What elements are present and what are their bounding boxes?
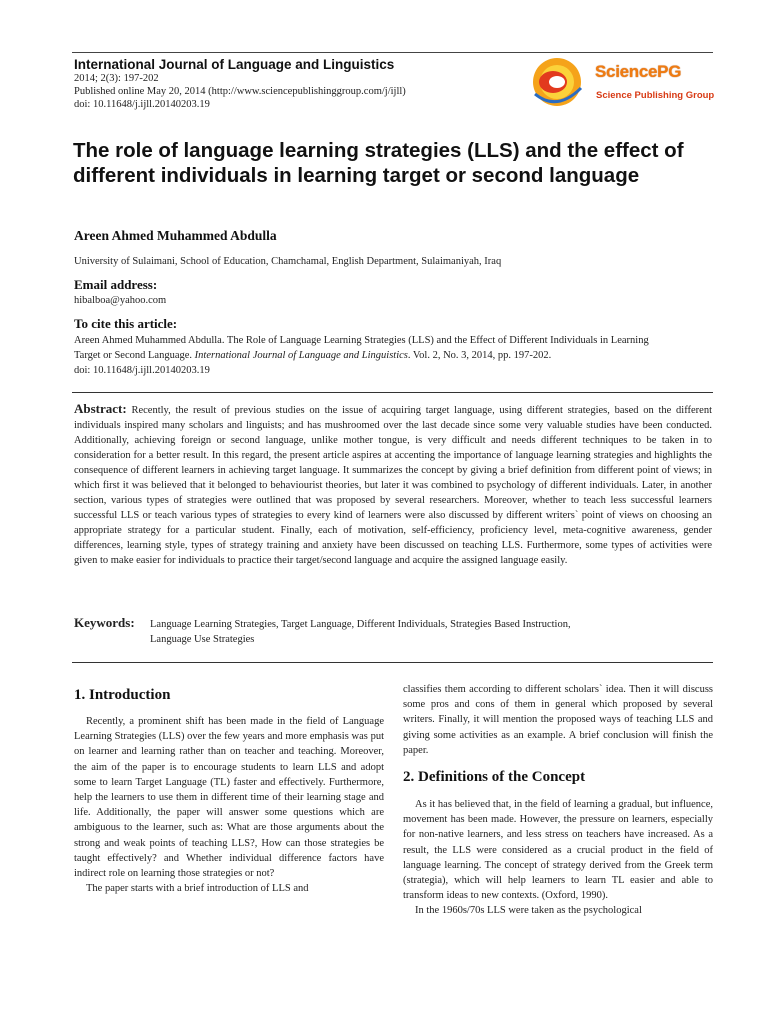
abstract-text: Recently, the result of previous studies on the issue of acquiring target language, using different strategies, based on the different individuals inspired many scholars and linguists; and has mushroomed over the last decade since some very valuable studies have been conducted. Additionally, achieving foreign or second language, unlike mother tongue, is very difficult and needs different techniques to be taken in to consideration for a better result. In this regard, the present article aspires at accenting the importance of language learning strategies and highlights the consequence of different learners in achieving target language. It summarizes the concept by giving a brief definition from different point of views; in which first it was believed that it belonged to behaviourist theories, but later it was combined to psychology of different individuals. Later, in another section, various types of strategies were outlined that was proposed by several researchers. Moreover, whether to teach less successful learners successful LLS or teach various types of strategies to every kind of learners were also discussed by different writers` point of views on choosing an appropriate strategy for a particular student. Finally, each of motivation, self-efficiency, proficiency level, meta-cognitive awareness, gender differences, learning style, types of strategy training and anxiety have been discussed on teaching LLS. Furthermore, some types of activities were given to make easier for individuals to practice their target/second language and acquire the assigned language easily. [74,405,712,566]
journal-volume: 2014; 2(3): 197-202 [74,73,159,84]
divider [72,392,713,393]
header-doi: doi: 10.11648/j.ijll.20140203.19 [74,99,210,110]
keywords-label: Keywords: [74,615,135,630]
logo-subtitle: Science Publishing Group [596,90,715,101]
paragraph: As it has believed that, in the field of learning a gradual, but influence, movement has been made. However, the pressure on learners, especially for non-native learners, and less stress on teachers have increased. As a result, the LLS were considered as a crucial product in the field of language learning. The concept of strategy derived from the Greek term (strategia), which will help learners to learn TL easier and able to transform ideas to new contexts. (Oxford, 1990). [403,799,713,902]
email-heading: Email address: [74,277,158,292]
cite-doi: doi: 10.11648/j.ijll.20140203.19 [74,365,210,376]
right-column [403,797,713,919]
paragraph: In the 1960s/70s LLS were taken as the psychological [415,905,642,917]
author-name: Areen Ahmed Muhammed Abdulla [74,228,277,243]
cite-line-1: Areen Ahmed Muhammed Abdulla. The Role of Language Learning Strategies (LLS) and the Effect of Different Individuals in Learning [74,335,649,346]
header-top-rule [72,52,713,53]
right-column-top [403,682,713,758]
section-heading-introduction: 1. Introduction [74,687,171,703]
journal-name: International Journal of Language and Linguistics [74,57,395,72]
cite-line-2: Target or Second Language. International Journal of Language and Linguistics. Vol. 2, No. 3, 2014, pp. 197-202. [74,350,552,361]
abstract-label: Abstract: [74,401,127,416]
article-title: The role of language learning strategies (LLS) and the effect of different individuals in learning target or second language [73,139,684,187]
abstract [74,401,712,568]
left-column [74,714,384,896]
affiliation: University of Sulaimani, School of Education, Chamchamal, English Department, Sulaimaniyah, Iraq [74,256,502,267]
paragraph: classifies them according to different scholars` idea. Then it will discuss some pros and cons of them in general which proposed by several writers. Finally, it will mention the proposed ways of teaching LLS and giving some activities as an example. A brief conclusion will finish the paper. [403,684,713,756]
section-heading-definitions: 2. Definitions of the Concept [403,769,586,785]
logo-title: SciencePG [595,62,682,81]
paragraph: The paper starts with a brief introduction of LLS and [86,883,309,895]
published-line: Published online May 20, 2014 (http://www.sciencepublishinggroup.com/j/ijll) [74,86,406,97]
cite-heading: To cite this article: [74,316,178,331]
keywords-text: Language Learning Strategies, Target Language, Different Individuals, Strategies Based Instruction, Language Use Strategies [150,619,571,645]
divider [72,662,713,663]
cite-text [74,333,714,378]
paragraph: Recently, a prominent shift has been made in the field of Language Learning Strategies (LLS) over the few years and more emphasis was put on learner and learning rather than on teacher and teaching. Moreover, the aim of the paper is to encourage students to learn LLS and adopt some to learn Target Language (TL) faster and effectively. Furthermore, help the learners to use them in different time of their learning stage and life. Additionally, the paper will answer some questions which are ambiguous to the learner, such as: What are those arguments about the strong and weak points of teaching LLS?, How can those strategies be taught effectively? and Whether individual difference factors have indirect role on learning those strategies or not? [74,716,384,880]
email-address: hibalboa@yahoo.com [74,295,167,306]
